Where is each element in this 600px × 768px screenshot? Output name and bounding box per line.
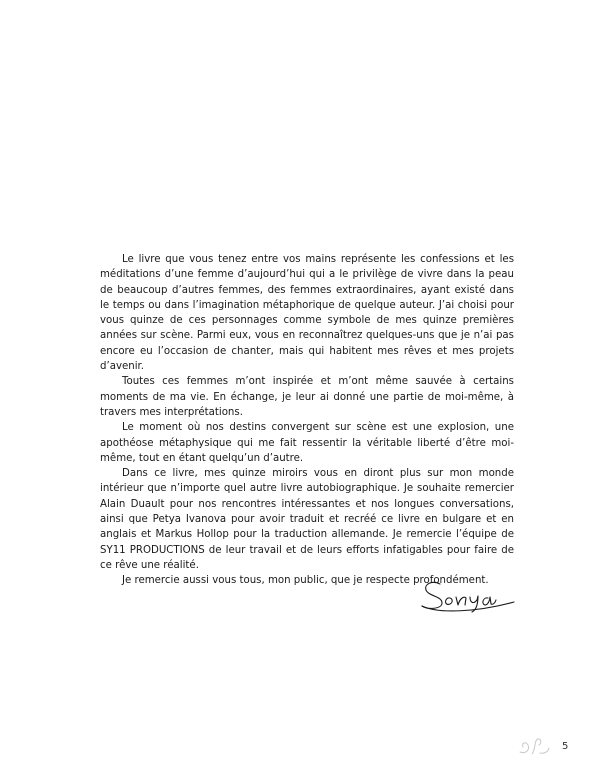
paragraph-1: Le livre que vous tenez entre vos mains représente les confessions et les méditations d’une femme d’aujourd’hui qui a le privilège de vivre dans la peau de beaucoup d’autres femmes, des femmes extraordinaires, ayant existé dans le temps ou dans l’imagination métaphorique de quelque auteur. J’ai choisi pour vous quinze de ces personnages comme symbole de mes quinze premières années sur scène. Parmi eux, vous en reconnaîtrez quelques-uns que je n’ai pas encore eu l’occasion de chanter, mais qui habitent mes rêves et mes projets d’avenir.: [100, 254, 514, 373]
body-text: [100, 252, 514, 589]
paragraph-2: Toutes ces femmes m’ont inspirée et m’ont même sauvée à certains moments de ma vie. En échange, je leur ai donné une partie de moi-même, à travers mes interprétations.: [100, 376, 514, 418]
paragraph-5: Je remercie aussi vous tous, mon public, que je respecte profondément.: [122, 575, 489, 587]
signature-sonya: [418, 576, 518, 616]
footer-ornament: [518, 734, 550, 758]
page-number: 5: [562, 741, 569, 752]
paragraph-3: Le moment où nos destins convergent sur scène est une explosion, une apothéose métaphysique qui me fait ressentir la véritable liberté d’être moi-même, tout en étant quelqu’un d’autre.: [100, 422, 514, 464]
paragraph-4: Dans ce livre, mes quinze miroirs vous en diront plus sur mon monde intérieur que n’importe quel autre livre autobiographique. Je souhaite remercier Alain Duault pour nos rencontres intéressantes et nos longues conversations, ainsi que Petya Ivanova pour avoir traduit et recréé ce livre en bulgare et en anglais et Markus Hollop pour la traduction allemande. Je remercie l’équipe de SY11 PRODUCTIONS de leur travail et de leurs efforts infatigables pour faire de ce rêve une réalité.: [100, 468, 514, 571]
